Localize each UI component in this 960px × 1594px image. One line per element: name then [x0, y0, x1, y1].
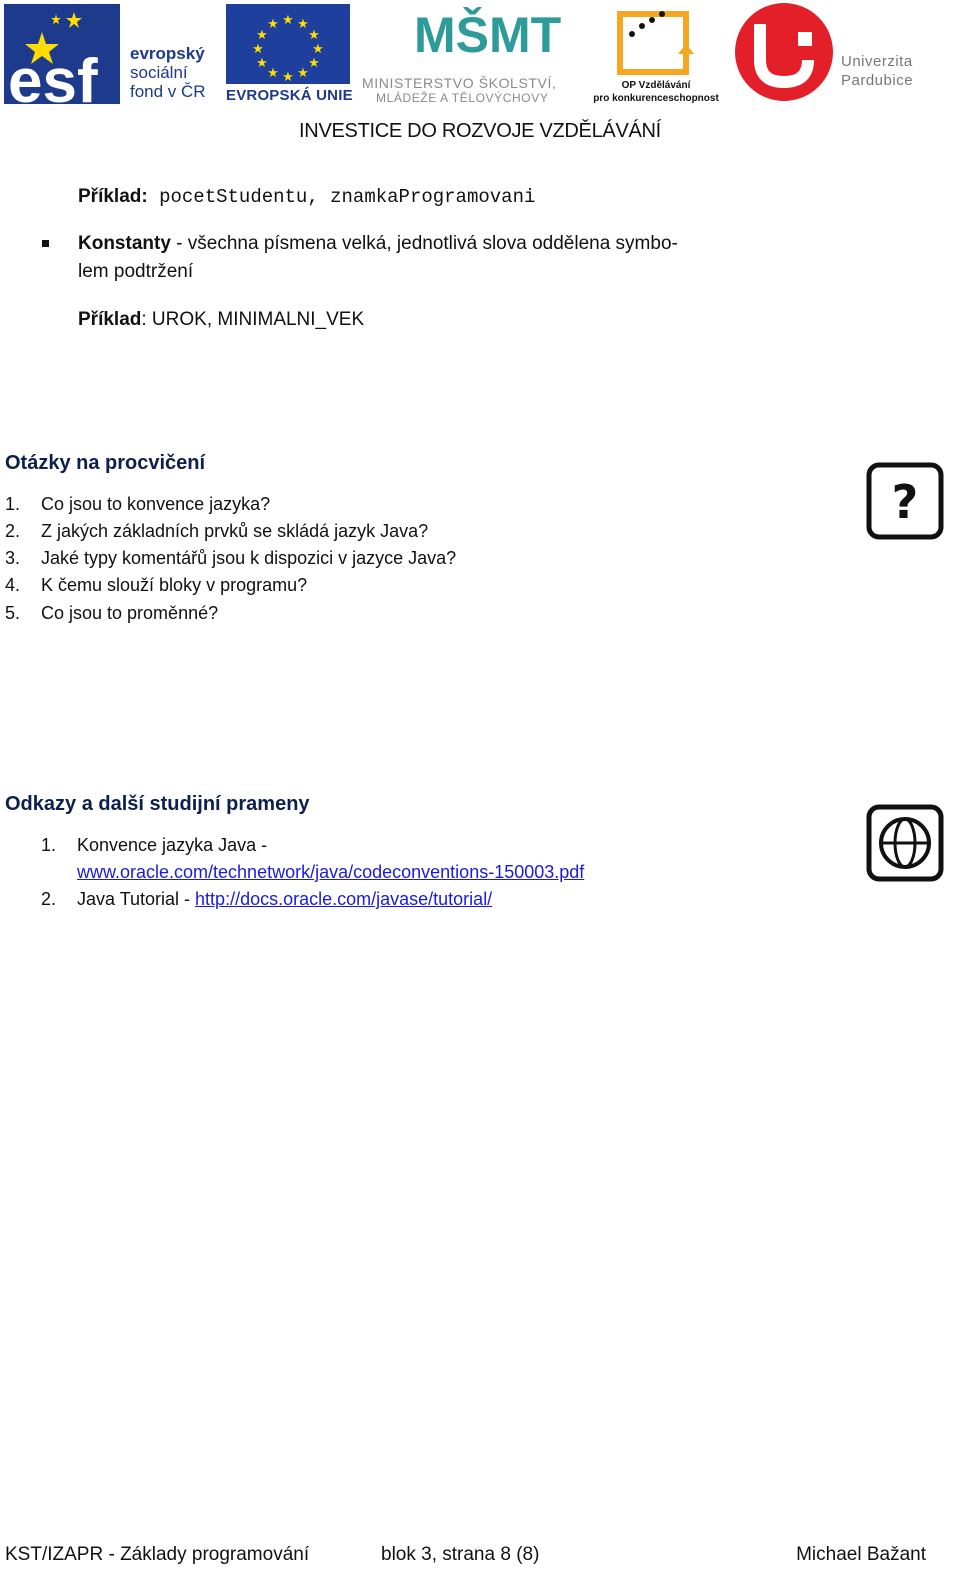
esf-logo-text: esf — [8, 47, 98, 116]
investice-slogan: INVESTICE DO ROZVOJE VZDĚLÁVÁNÍ — [299, 120, 661, 142]
question-item: 2. Z jakých základních prvků se skládá jazyk Java? — [5, 521, 429, 541]
reference-item: 2. Java Tutorial - http://docs.oracle.com/javase/tutorial/ — [41, 889, 493, 909]
question-item: 4. K čemu slouží bloky v programu? — [5, 575, 308, 595]
bullet-square — [42, 240, 49, 247]
upa-logo — [734, 2, 834, 102]
svg-text:MŠMT: MŠMT — [414, 7, 562, 63]
svg-text:★: ★ — [297, 66, 309, 81]
reference-link[interactable]: www.oracle.com/technetwork/java/codeconventions-150003.pdf — [77, 862, 585, 882]
example-label: Příklad — [78, 309, 142, 330]
example-naming — [78, 186, 535, 208]
constants-description: - všechna písmena velká, jednotlivá slova oddělena symbo- — [170, 233, 678, 254]
example-code: pocetStudentu, znamkaProgramovani — [147, 186, 536, 208]
svg-text:★: ★ — [256, 28, 268, 43]
eu-caption: EVROPSKÁ UNIE — [226, 87, 353, 104]
constants-term: Konstanty — [78, 233, 171, 254]
question-item: 5. Co jsou to proměnné? — [5, 603, 219, 623]
example-constants — [78, 309, 364, 331]
question-mark-icon — [866, 462, 944, 540]
upa-caption: Univerzita Pardubice — [841, 53, 914, 89]
footer-author: Michael Bažant — [796, 1544, 926, 1565]
reference-link[interactable]: http://docs.oracle.com/javase/tutorial/ — [195, 889, 493, 909]
svg-text:?: ? — [891, 475, 919, 529]
svg-text:★: ★ — [282, 70, 294, 85]
reference-item: 1. Konvence jazyka Java - — [41, 835, 268, 855]
svg-text:★: ★ — [282, 13, 294, 28]
msmt-caption: MINISTERSTVO ŠKOLSTVÍ, MLÁDEŽE A TĚLOVÝCHOVY — [362, 75, 557, 105]
eu-flag — [226, 4, 350, 84]
svg-text:★: ★ — [267, 17, 279, 32]
globe-icon — [866, 804, 944, 882]
esf-logo — [4, 4, 124, 116]
question-item: 3. Jaké typy komentářů jsou k dispozici v jazyce Java? — [5, 548, 457, 568]
svg-text:★: ★ — [308, 28, 320, 43]
header-logos — [0, 0, 960, 150]
footer-course: KST/IZAPR - Základy programování — [5, 1544, 310, 1565]
constants-rule-line2: lem podtržení — [78, 261, 194, 282]
svg-text:★: ★ — [308, 56, 320, 71]
constants-rule-line1 — [78, 233, 678, 255]
questions-heading: Otázky na procvičení — [5, 452, 206, 474]
svg-text:★: ★ — [252, 42, 264, 57]
question-item: 1. Co jsou to konvence jazyka? — [5, 494, 271, 514]
svg-text:★: ★ — [297, 17, 309, 32]
op-caption: OP Vzdělávání pro konkurenceschopnost — [593, 80, 719, 104]
example-label: Příklad: — [78, 186, 148, 207]
example-value: : UROK, MINIMALNI_VEK — [141, 309, 365, 330]
references-heading: Odkazy a další studijní prameny — [5, 793, 310, 815]
svg-text:★: ★ — [267, 66, 279, 81]
op-logo — [612, 4, 696, 80]
msmt-logo — [412, 2, 562, 74]
footer-page: blok 3, strana 8 (8) — [381, 1544, 540, 1565]
svg-text:★: ★ — [256, 56, 268, 71]
esf-caption: evropský sociální fond v ČR — [130, 44, 206, 101]
svg-text:★: ★ — [312, 42, 324, 57]
reference-link-line — [77, 862, 584, 883]
